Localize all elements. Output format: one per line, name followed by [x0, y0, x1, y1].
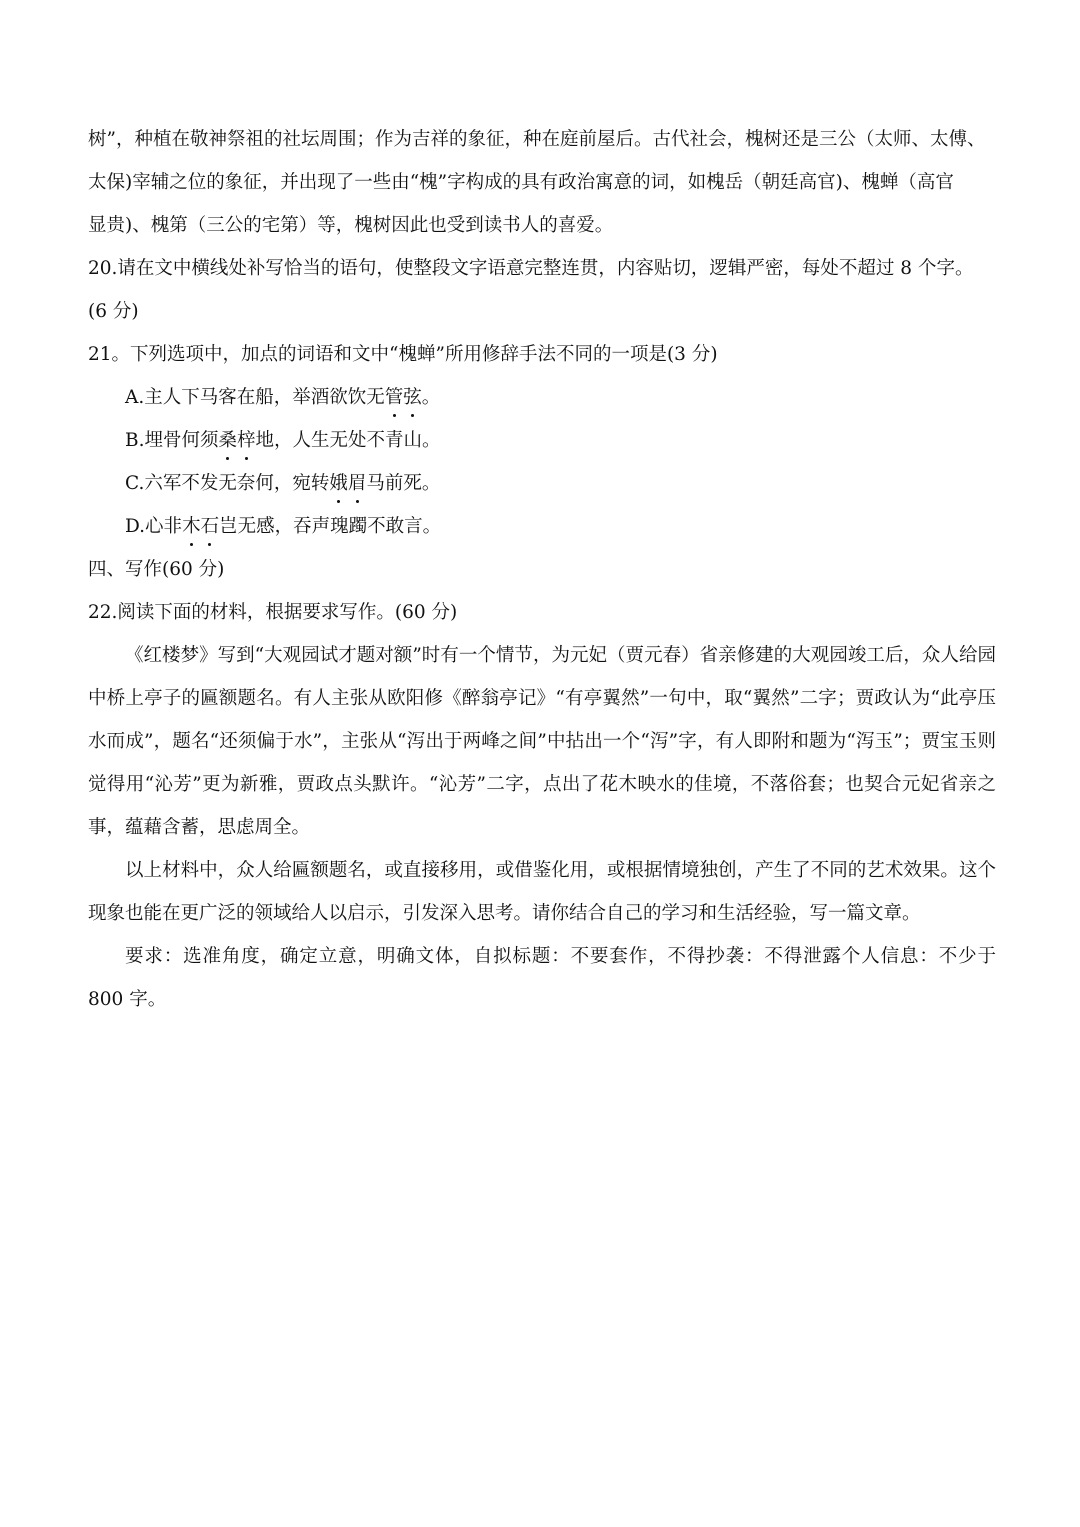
dotted-char: 梓 [237, 419, 256, 462]
dotted-char: 眉 [348, 462, 367, 505]
option-c-text: C.六军不发无奈何，宛转 [125, 473, 330, 494]
dotted-char: 石 [201, 505, 220, 548]
passage-line-3: 显贵)、槐第（三公的宅第）等，槐树因此也受到读书人的喜爱。 [88, 215, 614, 236]
option-a-text: A.主人下马客在船，举酒欲饮无 [125, 387, 385, 408]
question-20-score: (6 分) [88, 301, 139, 322]
exam-page [88, 118, 996, 1021]
option-c-tail: 马前死。 [366, 473, 441, 494]
option-a [88, 376, 996, 419]
passage-line-2: 太保)宰辅之位的象征，并出现了一些由“槐”字构成的具有政治寓意的词，如槐岳（朝廷高官)、槐蝉（高官 [88, 172, 954, 193]
dotted-char: 弦 [403, 376, 422, 419]
dotted-char: 管 [385, 376, 404, 419]
requirements-paragraph: 要求：选准角度，确定立意，明确文体，自拟标题：不要套作，不得抄袭：不得泄露个人信息：不少于 800 字。 [88, 946, 996, 1010]
passage-line-1: 树”，种植在敬神祭祖的社坛周围；作为吉祥的象征，种在庭前屋后。古代社会，槐树还是三公（太师、太傅、 [88, 129, 986, 150]
option-d-text: D.心非 [125, 516, 183, 537]
question-21-stem: 21。下列选项中，加点的词语和文中“槐蝉”所用修辞手法不同的一项是(3 分) [88, 344, 718, 365]
option-b-tail: 地，人生无处不青山。 [255, 430, 441, 451]
dotted-char: 桑 [218, 419, 237, 462]
option-d [88, 505, 996, 548]
option-a-tail: 。 [421, 387, 441, 408]
option-c [88, 462, 996, 505]
question-20-text: 20.请在文中横线处补写恰当的语句，使整段文字语意完整连贯，内容贴切，逻辑严密，每处不超过 8 个字。 [88, 258, 974, 279]
option-d-tail: 岂无感，吞声瑰躅不敢言。 [219, 516, 442, 537]
option-b-text: B.埋骨何须 [125, 430, 219, 451]
question-22-stem: 22.阅读下面的材料，根据要求写作。(60 分) [88, 602, 458, 623]
section-4-title: 四、写作(60 分) [88, 559, 225, 580]
material-paragraph: 《红楼梦》写到“大观园试才题对额”时有一个情节，为元妃（贾元春）省亲修建的大观园竣工后，众人给园中桥上亭子的匾额题名。有人主张从欧阳修《醉翁亭记》“有亭翼然”一句中，取“翼然”二字；贾政认为“此亭压水而成”，题名“还须偏于水”，主张从“泻出于两峰之间”中拈出一个“泻”字，有人即附和题为“泻玉”；贾宝玉则觉得用“沁芳”更为新雅，贾政点头默许。“沁芳”二字，点出了花木映水的佳境，不落俗套；也契合元妃省亲之事，蕴藉含蓄，思虑周全。 [88, 645, 996, 838]
prompt-paragraph: 以上材料中，众人给匾额题名，或直接移用，或借鉴化用，或根据情境独创，产生了不同的艺术效果。这个现象也能在更广泛的领域给人以启示，引发深入思考。请你结合自己的学习和生活经验，写一篇文章。 [88, 860, 996, 924]
option-b [88, 419, 996, 462]
dotted-char: 木 [182, 505, 201, 548]
dotted-char: 娥 [329, 462, 348, 505]
